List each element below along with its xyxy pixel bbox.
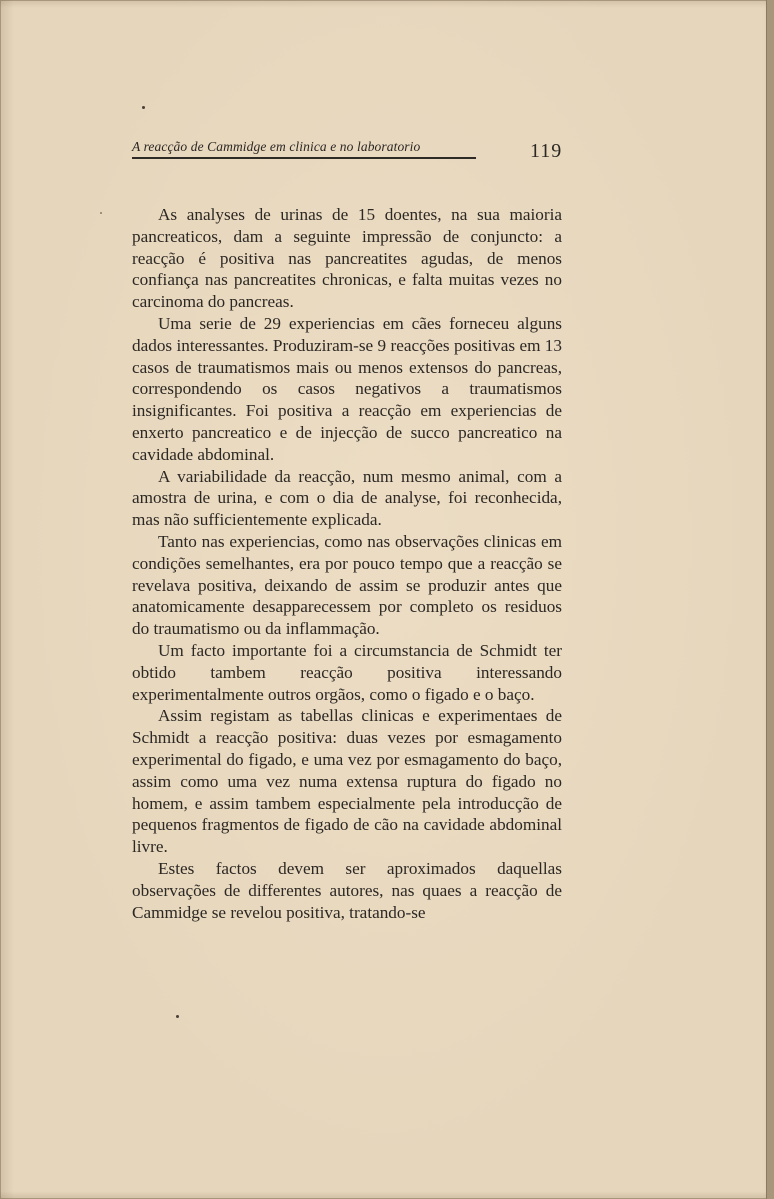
body-text [132, 204, 562, 923]
page-edge [766, 0, 774, 1199]
paragraph-7: Estes factos devem ser aproximados daquellas observações de differentes autores, nas quaes a reacção de Cammidge se revelou positiva, tratando-se [132, 858, 562, 922]
paper-speck [176, 1015, 179, 1018]
paragraph-4: Tanto nas experiencias, como nas observações clinicas em condições semelhantes, era por pouco tempo que a reacção se revelava positiva, deixando de assim se produzir antes que anatomicamente desapparecessem por completo os residuos do traumatismo ou da inflammação. [132, 531, 562, 639]
paragraph-3: A variabilidade da reacção, num mesmo animal, com a amostra de urina, e com o dia de analyse, foi reconhecida, mas não sufficientemente explicada. [132, 466, 562, 530]
paper-speck [142, 106, 145, 109]
running-head-title: A reacção de Cammidge em clinica e no laboratorio [132, 139, 421, 154]
paper-speck [100, 212, 102, 214]
page-number: 119 [530, 140, 563, 162]
paragraph-2: Uma serie de 29 experiencias em cães forneceu alguns dados interessantes. Produziram-se 9 reacções positivas em 13 casos de traumatismos mais ou menos extensos do pancreas, correspondendo os casos negativos a traumatismos insignificantes. Foi positiva a reacção em experiencias de enxerto pancreatico e de injecção de succo pancreatico na cavidade abdominal. [132, 313, 562, 464]
paragraph-5: Um facto importante foi a circumstancia de Schmidt ter obtido tambem reacção positiva interessando experimentalmente outros orgãos, como o figado e o baço. [132, 640, 562, 704]
paragraph-1: As analyses de urinas de 15 doentes, na sua maioria pancreaticos, dam a seguinte impressão de conjuncto: a reacção é positiva nas pancreatites agudas, de menos confiança nas pancreatites chronicas, e falta muitas vezes no carcinoma do pancreas. [132, 205, 562, 312]
paragraph-6: Assim registam as tabellas clinicas e experimentaes de Schmidt a reacção positiva: duas vezes por esmagamento experimental do figado, e uma vez por esmagamento do baço, assim como uma vez numa extensa ruptura do figado no homem, e assim tambem especialmente pela introducção de pequenos fragmentos de figado de cão na cavidade abdominal livre. [132, 706, 562, 857]
running-header [132, 139, 476, 159]
